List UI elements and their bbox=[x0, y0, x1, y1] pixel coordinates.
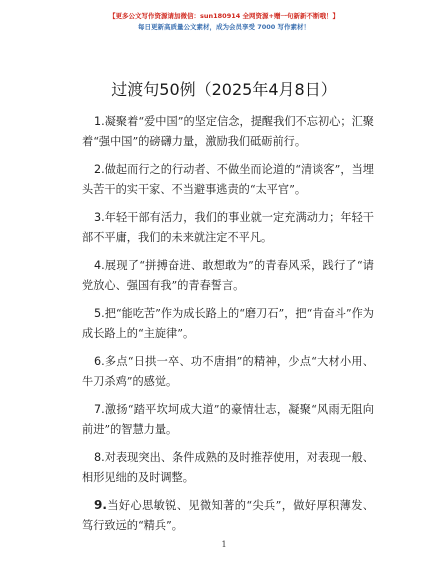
paragraph-5 bbox=[82, 304, 374, 343]
page-number: 1 bbox=[221, 540, 227, 549]
paragraph-number: 5. bbox=[94, 307, 105, 320]
paragraph-text: 年轻干部有活力，我们的事业就一定充满动力；年轻干部不平庸，我们的未来就注定不平凡。 bbox=[82, 211, 374, 244]
paragraph-8 bbox=[82, 448, 374, 487]
paragraph-text: 把“能吃苦”作为成长路上的“磨刀石”，把“肯奋斗”作为成长路上的“主旋律”。 bbox=[82, 307, 374, 340]
document-body bbox=[82, 112, 374, 544]
paragraph-number: 2. bbox=[94, 163, 105, 176]
promo-banner-line-1: 【更多公文写作资源请加微信：sun180914 全网资源+赠一句新新不断哦！】 bbox=[109, 12, 339, 20]
paragraph-text: 做起而行之的行动者、不做坐而论道的“清谈客”，当埋头苦干的实干家、不当避事逃责的“太平官”。 bbox=[82, 163, 374, 196]
paragraph-text: 对表现突出、条件成熟的及时推荐使用，对表现一般、相形见绌的及时调整。 bbox=[82, 451, 374, 484]
paragraph-6 bbox=[82, 352, 374, 391]
paragraph-number: 4. bbox=[94, 259, 105, 272]
paragraph-text: 凝聚着“爱中国”的坚定信念，提醒我们不忘初心；汇聚着“强中国”的磅礴力量，激励我们砥砺前行。 bbox=[82, 115, 374, 148]
paragraph-number: 7. bbox=[94, 403, 105, 416]
promo-banner-line-2: 每日更新高质量公文素材，成为会员享受 7000 写作素材！ bbox=[137, 23, 311, 31]
paragraph-3 bbox=[82, 208, 374, 247]
paragraph-text: 当好心思敏锐、见微知著的“尖兵”，做好厚积薄发、笃行致远的“精兵”。 bbox=[82, 499, 374, 532]
paragraph-number: 9. bbox=[94, 498, 107, 512]
paragraph-number: 6. bbox=[94, 355, 105, 368]
paragraph-9 bbox=[82, 496, 374, 535]
paragraph-number: 1. bbox=[94, 115, 105, 128]
paragraph-number: 3. bbox=[94, 211, 105, 224]
document-title: 过渡句50例（2025年4月8日） bbox=[111, 80, 337, 99]
paragraph-text: 激扬“踏平坎坷成大道”的豪情壮志，凝聚“风雨无阻向前进”的智慧力量。 bbox=[82, 403, 374, 436]
paragraph-2 bbox=[82, 160, 374, 199]
paragraph-number: 8. bbox=[94, 451, 105, 464]
paragraph-4 bbox=[82, 256, 374, 295]
paragraph-1 bbox=[82, 112, 374, 151]
paragraph-text: 展现了“拼搏奋进、敢想敢为”的青春风采，践行了“请党放心、强国有我”的青春誓言。 bbox=[82, 259, 374, 292]
paragraph-7 bbox=[82, 400, 374, 439]
paragraph-text: 多点“日拱一卒、功不唐捐”的精神，少点“大材小用、牛刀杀鸡”的感觉。 bbox=[82, 355, 374, 388]
